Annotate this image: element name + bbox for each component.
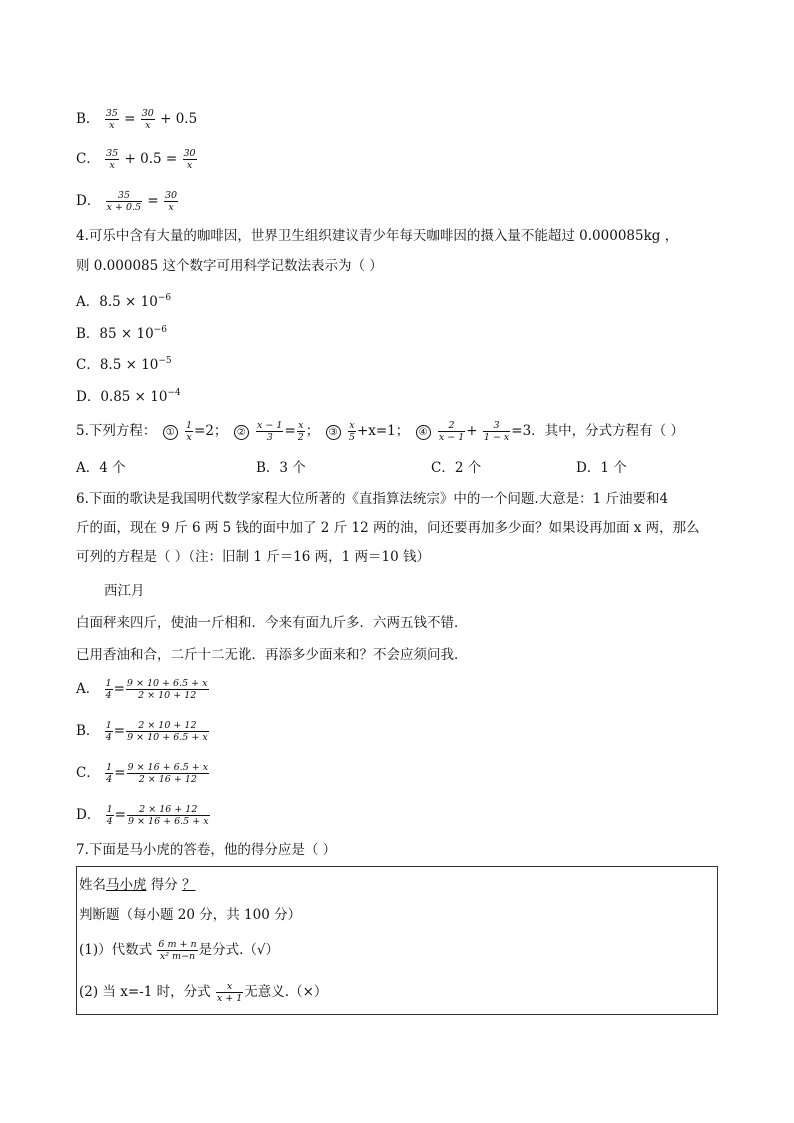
q4-option-c: C．$8.5 \times 10^{-5}$ <box>76 356 172 373</box>
student-name: 马小虎 <box>106 877 147 893</box>
q3-option-c: C． $\frac{35}{x}$ + 0.5 = $\frac{30}{x}$ <box>76 148 196 171</box>
q5-option-a: A．4 个 <box>76 460 126 476</box>
fraction: $\frac{30}{x}$ <box>183 148 196 171</box>
poem-line1: 白面秤来四斤，使油一斤相和．今来有面九斤多．六两五钱不错． <box>76 615 468 631</box>
q6-option-b: B． $\frac{1}{4}$ = $\frac{2 \times 10 + 12}{9 \times 10 + 6.5 + x}$ <box>76 720 208 743</box>
q6-option-c: C． $\frac{1}{4}$ = $\frac{9 \times 16 + 6.5 + x}{2 \times 16 + 12}$ <box>76 762 209 785</box>
circled-number-icon: ④ <box>416 425 431 440</box>
q4-option-a: A．$8.5 \times 10^{-6}$ <box>76 293 172 310</box>
poem-line2: 已用香油和合，二斤十二无讹．再添多少面来和？不会应须问我． <box>76 647 468 663</box>
q4-stem-line1: 4.可乐中含有大量的咖啡因，世界卫生组织建议青少年每天咖啡因的摄入量不能超过 0.000085kg ， <box>76 228 679 244</box>
circled-number-icon: ① <box>163 425 178 440</box>
q6-stem-line3: 可列的方程是（ ）（注：旧制 1 斤＝16 两，1 两＝10 钱） <box>76 549 431 565</box>
q4-stem-line2: 则 0.000085 这个数字可用科学记数法表示为（ ） <box>76 258 383 274</box>
q5-option-c: C．2 个 <box>431 460 482 476</box>
circled-number-icon: ③ <box>326 425 341 440</box>
answer-item-1: (1)）代数式 $\frac{6 m + n}{\text{x² m−n}}$ 是分式.（√） <box>79 939 280 962</box>
answer-item-2: (2) 当 x=-1 时，分式 $\frac{x}{x + 1}$ 无意义.（×） <box>79 981 328 1004</box>
fraction: $\frac{30}{x}$ <box>141 108 154 131</box>
q4-option-b: B．$85 \times 10^{-6}$ <box>76 325 167 342</box>
q7-stem: 7.下面是马小虎的答卷，他的得分应是（ ） <box>76 842 337 858</box>
fraction: $\frac{35}{x}$ <box>105 108 118 131</box>
fraction: $\frac{30}{x}$ <box>165 190 178 213</box>
q6-option-a: A． $\frac{1}{4}$ = $\frac{9 \times 10 + 6.5 + x}{2 \times 10 + 12}$ <box>76 678 208 701</box>
answer-sheet-header: 姓名马小虎 得分 ？ <box>79 877 196 893</box>
option-label: C． <box>76 151 100 167</box>
option-label: D． <box>76 193 101 209</box>
q5-stem: 5.下列方程： ① $\frac{1}{x}$ =2； ② $\frac{x - 1}{3}$ = $\frac{x}{2}$ ； ③ $\frac{x}{5}$ +x=1； ④ $\frac{2}{x - 1}$ + $\frac{3}{1 - x}$ =3．其中，分式方程有（ ） <box>76 420 684 443</box>
q3-option-b: B． $\frac{35}{x}$ = $\frac{30}{x}$ + 0.5 <box>76 108 198 131</box>
fraction: $\frac{35}{x + 0.5}$ <box>106 190 142 213</box>
q3-option-d: D． $\frac{35}{x + 0.5}$ = $\frac{30}{x}$ <box>76 190 178 213</box>
q6-stem-line2: 斤的面，现在 9 斤 6 两 5 钱的面中加了 2 斤 12 两的油，问还要再加多少面？如果设再加面 x 两，那么 <box>76 520 700 536</box>
score-value: ？ <box>182 877 196 893</box>
q5-option-b: B．3 个 <box>256 460 306 476</box>
poem-title: 西江月 <box>104 583 145 599</box>
q5-option-d: D．1 个 <box>576 460 627 476</box>
section-title: 判断题（每小题 20 分，共 100 分） <box>79 907 302 923</box>
q6-option-d: D． $\frac{1}{4}$ = $\frac{2 \times 16 + 12}{9 \times 16 + 6.5 + x}$ <box>76 804 209 827</box>
circled-number-icon: ② <box>234 425 249 440</box>
option-label: B． <box>76 111 100 127</box>
q4-option-d: D．$0.85 \times 10^{-4}$ <box>76 388 181 405</box>
answer-sheet-box <box>76 866 718 1015</box>
fraction: $\frac{35}{x}$ <box>106 148 119 171</box>
q6-stem-line1: 6.下面的歌诀是我国明代数学家程大位所著的《直指算法统宗》中的一个问题.大意是：1 斤油要和4 <box>76 491 669 507</box>
